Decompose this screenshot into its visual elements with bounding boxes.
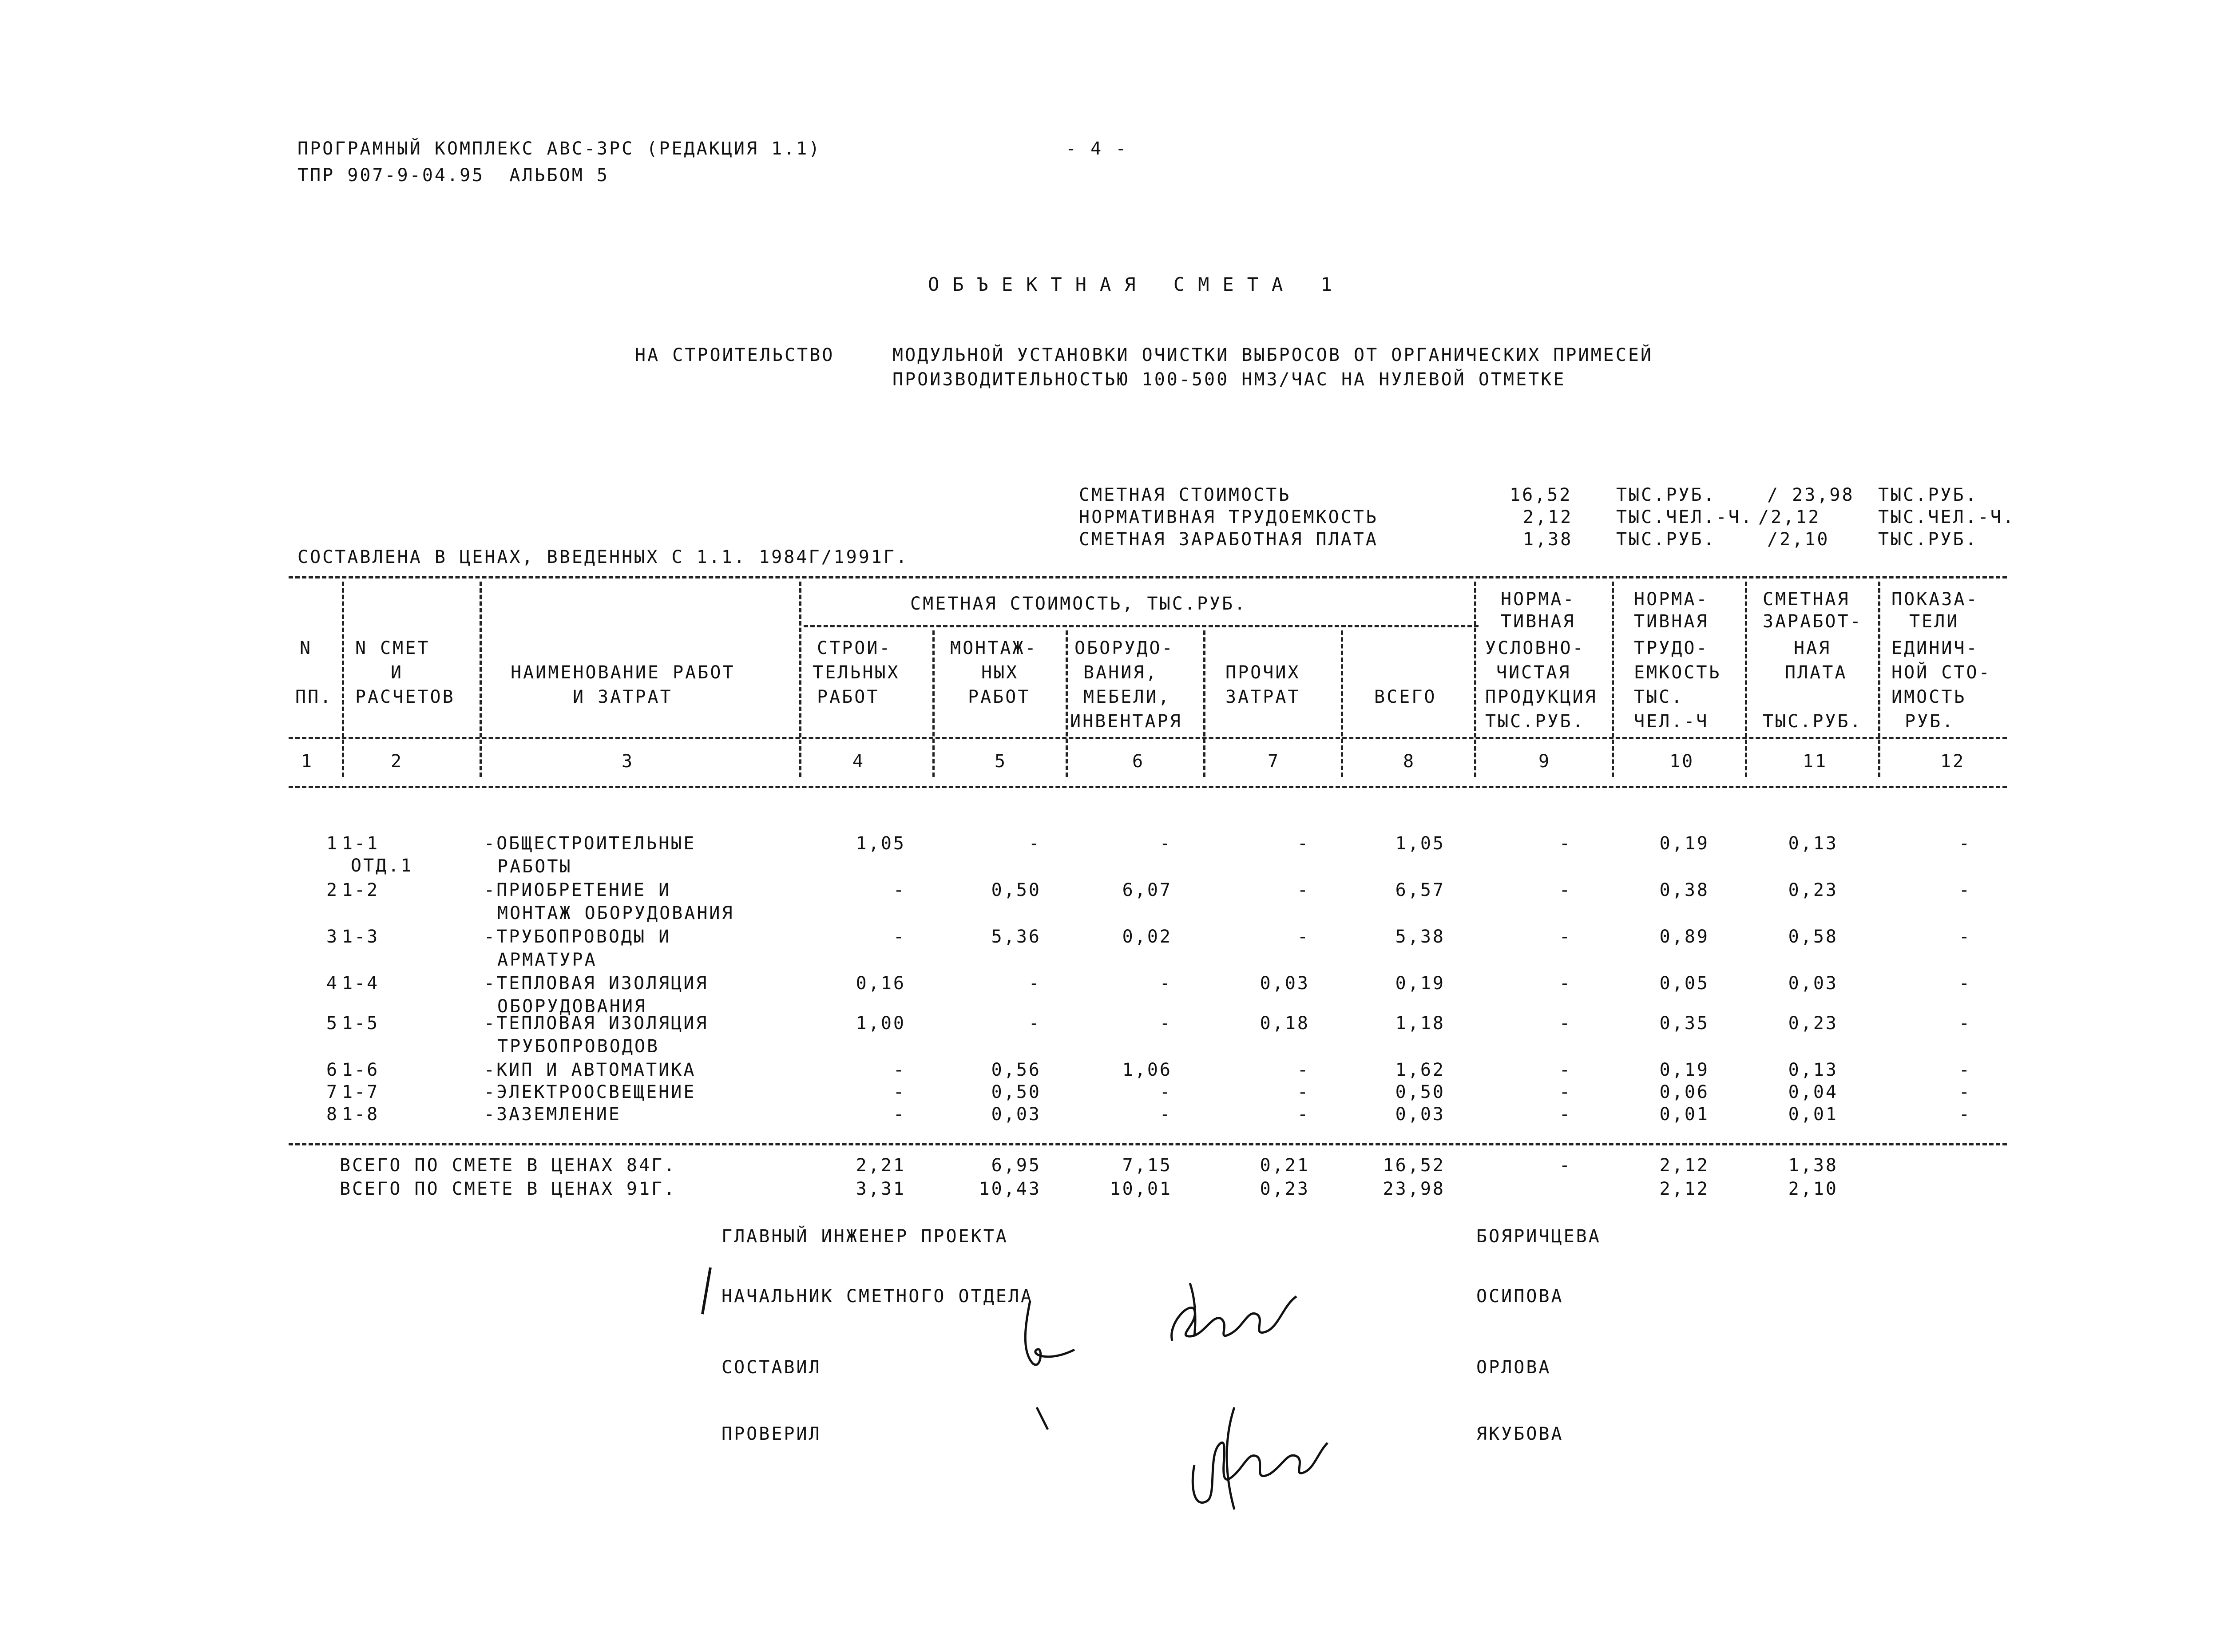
row-cell-equip: -	[1159, 1013, 1172, 1034]
row-cell-equip: 6,07	[1122, 880, 1172, 900]
row-name: -ПРИОБРЕТЕНИЕ И	[484, 880, 671, 900]
column-number: 4	[852, 751, 865, 772]
header-text: ИНВЕНТАРЯ	[1070, 711, 1182, 732]
header-text: ВСЕГО	[1374, 687, 1437, 707]
header-text: N	[300, 638, 313, 658]
column-number: 1	[301, 751, 314, 772]
summary-label: НОРМАТИВНАЯ ТРУДОЕМКОСТЬ	[1079, 507, 1378, 527]
header-text: ТРУДО-	[1634, 638, 1709, 658]
totals-cell-wage: 2,10	[1788, 1179, 1838, 1199]
row-cell-unit: -	[1958, 1104, 1971, 1125]
header-text: УСЛОВНО-	[1485, 638, 1585, 658]
header-text: ОБОРУДО-	[1074, 638, 1174, 658]
header-text: РАБОТ	[968, 687, 1031, 707]
row-code: 1-3	[342, 927, 380, 947]
summary-unit-84: ТЫС.ЧЕЛ.-Ч.	[1616, 507, 1753, 527]
row-cell-unit: -	[1958, 973, 1971, 994]
column-number: 3	[622, 751, 634, 772]
header-text: НАИМЕНОВАНИЕ РАБОТ	[511, 662, 735, 683]
row-cell-build: -	[893, 1104, 906, 1125]
summary-unit-91: ТЫС.РУБ.	[1878, 485, 1978, 505]
row-number: 7	[326, 1082, 339, 1102]
column-divider	[1612, 582, 1614, 777]
row-cell-build: 1,05	[856, 833, 906, 854]
column-divider	[1341, 630, 1343, 777]
summary-value-91: /2,10	[1767, 529, 1830, 550]
row-cell-mount: -	[1028, 1013, 1041, 1034]
header-text: И ЗАТРАТ	[573, 687, 673, 707]
summary-unit-84: ТЫС.РУБ.	[1616, 529, 1716, 550]
header-text: СМЕТНАЯ	[1763, 589, 1850, 610]
handwritten-signature	[1181, 1398, 1332, 1514]
row-cell-unit: -	[1958, 1060, 1971, 1080]
header-text: НЫХ	[981, 662, 1019, 683]
row-cell-wage: 0,23	[1788, 1013, 1838, 1034]
row-cell-wage: 0,01	[1788, 1104, 1838, 1125]
row-cell-mount: -	[1028, 973, 1041, 994]
row-code: 1-2	[342, 880, 380, 900]
header-text: ЗАРАБОТ-	[1763, 611, 1863, 632]
row-number: 2	[326, 880, 339, 900]
totals-cell-build: 2,21	[856, 1155, 906, 1176]
row-code: 1-5	[342, 1013, 380, 1034]
group-header-rule	[804, 625, 1479, 627]
row-cell-other: -	[1297, 1060, 1310, 1080]
totals-cell-total: 16,52	[1383, 1155, 1445, 1176]
row-code: 1-7	[342, 1082, 380, 1102]
summary-value-91: / 23,98	[1767, 485, 1855, 505]
row-cell-mount: -	[1028, 833, 1041, 854]
row-cell-build: -	[893, 927, 906, 947]
group-header: СМЕТНАЯ СТОИМОСТЬ, ТЫС.РУБ.	[910, 594, 1247, 614]
row-name: ОБОРУДОВАНИЯ	[497, 996, 647, 1017]
row-cell-labor: 0,05	[1659, 973, 1709, 994]
totals-cell-equip: 7,15	[1122, 1155, 1172, 1176]
header-text: ТЕЛИ	[1909, 611, 1959, 632]
header-text: ПРОЧИХ	[1225, 662, 1300, 683]
row-cell-build: 1,00	[856, 1013, 906, 1034]
header-text: МОНТАЖ-	[950, 638, 1038, 658]
totals-cell-total: 23,98	[1383, 1179, 1445, 1199]
row-cell-other: -	[1297, 1104, 1310, 1125]
row-cell-labor: 0,19	[1659, 833, 1709, 854]
row-cell-unit: -	[1958, 833, 1971, 854]
handwritten-mark	[697, 1265, 715, 1319]
header-text: ЧИСТАЯ	[1496, 662, 1571, 683]
row-cell-mount: 5,36	[991, 927, 1041, 947]
row-cell-total: 1,62	[1395, 1060, 1445, 1080]
totals-cell-wage: 1,38	[1788, 1155, 1838, 1176]
row-number: 8	[326, 1104, 339, 1125]
row-cell-labor: 0,01	[1659, 1104, 1709, 1125]
row-number: 5	[326, 1013, 339, 1034]
header-text: ПП.	[295, 687, 333, 707]
row-cell-equip: 1,06	[1122, 1060, 1172, 1080]
header-text: РУБ.	[1905, 711, 1955, 732]
row-number: 3	[326, 927, 339, 947]
column-number: 2	[391, 751, 404, 772]
row-cell-equip: -	[1159, 833, 1172, 854]
summary-label: СМЕТНАЯ СТОИМОСТЬ	[1079, 485, 1291, 505]
row-cell-other: 0,03	[1260, 973, 1310, 994]
prices-note: СОСТАВЛЕНА В ЦЕНАХ, ВВЕДЕННЫХ С 1.1. 1984Г/1991Г.	[297, 547, 909, 567]
row-name: МОНТАЖ ОБОРУДОВАНИЯ	[497, 903, 734, 923]
row-cell-product: -	[1559, 1013, 1572, 1034]
row-cell-mount: 0,03	[991, 1104, 1041, 1125]
row-cell-product: -	[1559, 1104, 1572, 1125]
totals-cell-labor: 2,12	[1659, 1179, 1709, 1199]
row-number: 4	[326, 973, 339, 994]
row-cell-other: -	[1297, 833, 1310, 854]
header-text: ТЫС.	[1634, 687, 1684, 707]
row-cell-unit: -	[1958, 927, 1971, 947]
header-text: РАБОТ	[817, 687, 880, 707]
row-name: -ТЕПЛОВАЯ ИЗОЛЯЦИЯ	[484, 973, 709, 994]
column-divider	[1474, 582, 1476, 777]
row-cell-mount: 0,56	[991, 1060, 1041, 1080]
header-text: И	[391, 662, 404, 683]
row-number: 1	[326, 833, 339, 854]
header-text: ТИВНАЯ	[1501, 611, 1576, 632]
column-number: 5	[995, 751, 1007, 772]
header-text: ИМОСТЬ	[1891, 687, 1966, 707]
row-cell-product: -	[1559, 880, 1572, 900]
summary-value-91: /2,12	[1758, 507, 1821, 527]
row-cell-product: -	[1559, 1060, 1572, 1080]
column-number: 8	[1403, 751, 1416, 772]
row-name: -ТРУБОПРОВОДЫ И	[484, 927, 671, 947]
row-code: 1-8	[342, 1104, 380, 1125]
totals-cell-other: 0,21	[1260, 1155, 1310, 1176]
row-cell-total: 6,57	[1395, 880, 1445, 900]
handwritten-signature	[1017, 1296, 1088, 1430]
column-divider	[1203, 630, 1205, 777]
row-cell-unit: -	[1958, 880, 1971, 900]
row-cell-total: 1,18	[1395, 1013, 1445, 1034]
column-divider	[1066, 630, 1068, 777]
row-cell-total: 0,50	[1395, 1082, 1445, 1102]
header-text: ТЕЛЬНЫХ	[813, 662, 900, 683]
row-name: -КИП И АВТОМАТИКА	[484, 1060, 696, 1080]
row-code: 1-1	[342, 833, 380, 854]
row-cell-wage: 0,13	[1788, 833, 1838, 854]
column-divider	[1745, 582, 1747, 777]
header-text: НАЯ	[1794, 638, 1832, 658]
row-cell-product: -	[1559, 973, 1572, 994]
row-cell-total: 0,19	[1395, 973, 1445, 994]
header-text: ТЫС.РУБ.	[1763, 711, 1863, 732]
signature-role: ГЛАВНЫЙ ИНЖЕНЕР ПРОЕКТА	[722, 1226, 1008, 1247]
signature-name: ОРЛОВА	[1476, 1357, 1551, 1378]
totals-cell-build: 3,31	[856, 1179, 906, 1199]
row-cell-build: 0,16	[856, 973, 906, 994]
header-text: НОРМА-	[1501, 589, 1576, 610]
page-number: - 4 -	[1066, 139, 1128, 159]
row-name: ТРУБОПРОВОДОВ	[497, 1036, 660, 1057]
row-cell-equip: -	[1159, 1104, 1172, 1125]
subtitle-line1: МОДУЛЬНОЙ УСТАНОВКИ ОЧИСТКИ ВЫБРОСОВ ОТ ОРГАНИЧЕСКИХ ПРИМЕСЕЙ	[892, 345, 1653, 365]
row-cell-equip: -	[1159, 973, 1172, 994]
column-divider	[932, 630, 935, 777]
row-cell-wage: 0,03	[1788, 973, 1838, 994]
header-bottom-rule	[289, 737, 2007, 739]
totals-label: ВСЕГО ПО СМЕТЕ В ЦЕНАХ 84Г.	[340, 1155, 677, 1176]
row-cell-unit: -	[1958, 1013, 1971, 1034]
signature-name: ЯКУБОВА	[1476, 1424, 1564, 1444]
program-header: ПРОГРАМНЫЙ КОМПЛЕКС АВС-3РС (РЕДАКЦИЯ 1.1)	[297, 139, 821, 159]
row-cell-product: -	[1559, 927, 1572, 947]
column-number: 10	[1669, 751, 1695, 772]
row-name: АРМАТУРА	[497, 950, 597, 970]
table-top-rule	[289, 576, 2007, 578]
totals-cell-labor: 2,12	[1659, 1155, 1709, 1176]
header-text: ТИВНАЯ	[1634, 611, 1709, 632]
totals-label: ВСЕГО ПО СМЕТЕ В ЦЕНАХ 91Г.	[340, 1179, 677, 1199]
row-cell-other: -	[1297, 880, 1310, 900]
row-code-sub: ОТД.1	[351, 856, 413, 876]
signature-role: ПРОВЕРИЛ	[722, 1424, 821, 1444]
handwritten-signature	[1163, 1270, 1305, 1354]
column-divider	[1878, 582, 1880, 777]
row-cell-labor: 0,38	[1659, 880, 1709, 900]
header-text: МЕБЕЛИ,	[1083, 687, 1171, 707]
column-number: 9	[1538, 751, 1551, 772]
row-cell-other: 0,18	[1260, 1013, 1310, 1034]
row-cell-product: -	[1559, 833, 1572, 854]
row-cell-unit: -	[1958, 1082, 1971, 1102]
column-number: 6	[1132, 751, 1145, 772]
row-cell-wage: 0,58	[1788, 927, 1838, 947]
row-cell-mount: 0,50	[991, 880, 1041, 900]
row-cell-build: -	[893, 1060, 906, 1080]
signature-role: НАЧАЛЬНИК СМЕТНОГО ОТДЕЛА	[722, 1286, 1034, 1307]
row-code: 1-6	[342, 1060, 380, 1080]
header-text: НОРМА-	[1634, 589, 1709, 610]
row-cell-product: -	[1559, 1082, 1572, 1102]
summary-unit-84: ТЫС.РУБ.	[1616, 485, 1716, 505]
row-name: -ЭЛЕКТРООСВЕЩЕНИЕ	[484, 1082, 696, 1102]
column-number: 12	[1940, 751, 1966, 772]
row-cell-labor: 0,89	[1659, 927, 1709, 947]
signature-role: СОСТАВИЛ	[722, 1357, 821, 1378]
row-cell-total: 5,38	[1395, 927, 1445, 947]
summary-unit-91: ТЫС.РУБ.	[1878, 529, 1978, 550]
row-cell-labor: 0,19	[1659, 1060, 1709, 1080]
summary-label: СМЕТНАЯ ЗАРАБОТНАЯ ПЛАТА	[1079, 529, 1378, 550]
document-title: ОБЪЕКТНАЯ СМЕТА 1	[928, 273, 1345, 295]
header-text: N СМЕТ	[355, 638, 430, 658]
row-name: -ТЕПЛОВАЯ ИЗОЛЯЦИЯ	[484, 1013, 709, 1034]
column-divider	[480, 582, 482, 777]
column-divider	[342, 582, 344, 777]
row-cell-total: 0,03	[1395, 1104, 1445, 1125]
signature-name: БОЯРИЧЦЕВА	[1476, 1226, 1601, 1247]
header-text: ЗАТРАТ	[1225, 687, 1300, 707]
header-text: СТРОИ-	[817, 638, 892, 658]
summary-value-84: 2,12	[1523, 507, 1573, 527]
summary-value-84: 16,52	[1510, 485, 1572, 505]
column-number: 7	[1268, 751, 1280, 772]
totals-rule	[289, 1143, 2007, 1145]
row-cell-labor: 0,06	[1659, 1082, 1709, 1102]
row-cell-wage: 0,13	[1788, 1060, 1838, 1080]
row-name: -ЗАЗЕМЛЕНИЕ	[484, 1104, 621, 1125]
row-cell-labor: 0,35	[1659, 1013, 1709, 1034]
header-text: ЧЕЛ.-Ч	[1634, 711, 1709, 732]
header-text: ПОКАЗА-	[1891, 589, 1979, 610]
row-cell-mount: 0,50	[991, 1082, 1041, 1102]
row-cell-total: 1,05	[1395, 833, 1445, 854]
row-name: -ОБЩЕСТРОИТЕЛЬНЫЕ	[484, 833, 696, 854]
totals-cell-product: -	[1559, 1155, 1572, 1176]
header-text: НОЙ СТО-	[1891, 662, 1991, 683]
subtitle-line2: ПРОИЗВОДИТЕЛЬНОСТЬЮ 100-500 НМ3/ЧАС НА НУЛЕВОЙ ОТМЕТКЕ	[892, 369, 1566, 390]
header-text: ТЫС.РУБ.	[1485, 711, 1585, 732]
row-cell-wage: 0,04	[1788, 1082, 1838, 1102]
header-text: ЕМКОСТЬ	[1634, 662, 1721, 683]
header-text: РАСЧЕТОВ	[355, 687, 455, 707]
header-text: ПЛАТА	[1785, 662, 1847, 683]
header-text: ПРОДУКЦИЯ	[1485, 687, 1598, 707]
totals-cell-other: 0,23	[1260, 1179, 1310, 1199]
row-cell-build: -	[893, 880, 906, 900]
row-cell-other: -	[1297, 927, 1310, 947]
subtitle-prefix: НА СТРОИТЕЛЬСТВО	[635, 345, 835, 365]
row-number: 6	[326, 1060, 339, 1080]
row-cell-wage: 0,23	[1788, 880, 1838, 900]
totals-cell-mount: 6,95	[991, 1155, 1041, 1176]
column-number: 11	[1803, 751, 1828, 772]
row-cell-equip: 0,02	[1122, 927, 1172, 947]
totals-cell-equip: 10,01	[1110, 1179, 1172, 1199]
row-name: РАБОТЫ	[497, 856, 572, 877]
signature-name: ОСИПОВА	[1476, 1286, 1564, 1307]
column-divider	[799, 582, 801, 777]
totals-cell-mount: 10,43	[979, 1179, 1041, 1199]
row-cell-other: -	[1297, 1082, 1310, 1102]
header-text: ВАНИЯ,	[1083, 662, 1158, 683]
colnum-bottom-rule	[289, 786, 2007, 788]
row-code: 1-4	[342, 973, 380, 994]
project-reference: ТПР 907-9-04.95 АЛЬБОМ 5	[297, 165, 610, 186]
header-text: ЕДИНИЧ-	[1891, 638, 1979, 658]
row-cell-build: -	[893, 1082, 906, 1102]
summary-value-84: 1,38	[1523, 529, 1573, 550]
row-cell-equip: -	[1159, 1082, 1172, 1102]
summary-unit-91: ТЫС.ЧЕЛ.-Ч.	[1878, 507, 2015, 527]
